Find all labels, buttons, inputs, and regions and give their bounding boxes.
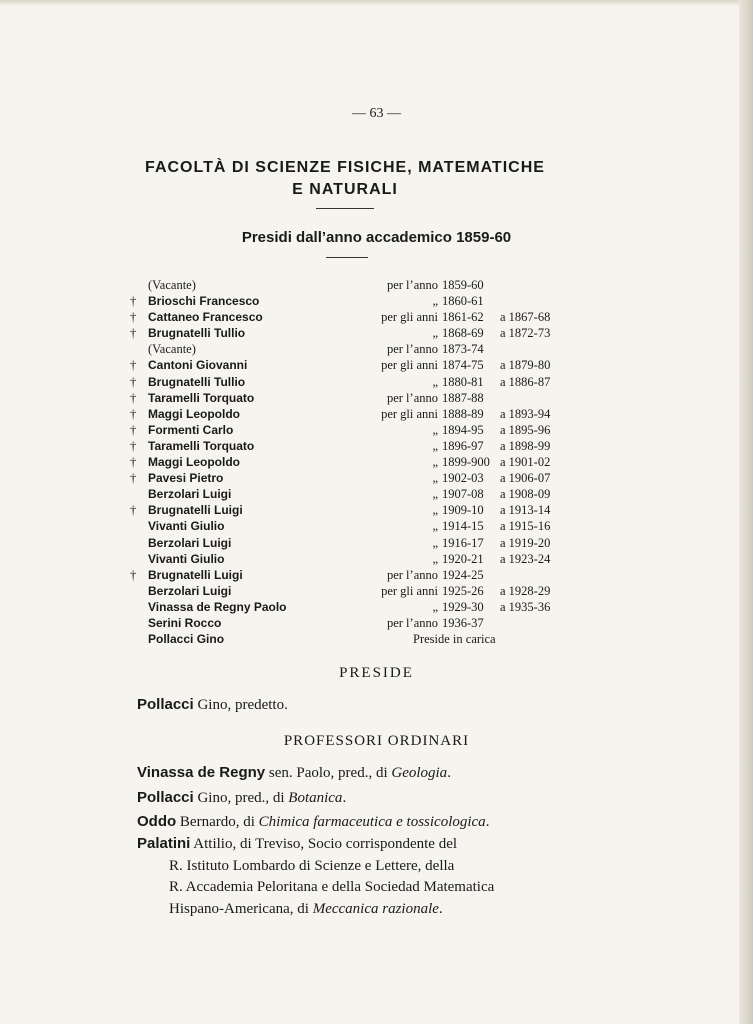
president-name: Serini Rocco (148, 615, 222, 630)
deceased-dagger: † (130, 358, 137, 373)
president-name: Brugnatelli Luigi (148, 503, 243, 518)
president-row (130, 486, 600, 502)
president-period-label: per gli anni (381, 583, 438, 598)
preside-detail: Gino, predetto. (193, 697, 288, 713)
deceased-dagger: † (130, 567, 137, 582)
faculty-title (120, 157, 570, 201)
subtitle-divider (326, 257, 368, 258)
president-year-to: a 1915-16 (500, 519, 551, 534)
deceased-dagger: † (130, 390, 137, 405)
deceased-dagger: † (130, 455, 137, 470)
deceased-dagger: † (130, 422, 137, 437)
president-status: Preside in carica (413, 632, 496, 647)
entry-period: . (447, 765, 451, 781)
president-year-from: 1868-69 (442, 326, 484, 341)
president-year-to: a 1923-24 (500, 551, 551, 566)
president-name: Berzolari Luigi (148, 583, 232, 598)
professor-field: Meccanica razionale (312, 900, 439, 917)
professor-surname: Palatini (137, 835, 191, 852)
president-year-from: 1925-26 (442, 583, 484, 598)
president-year-from: 1929-30 (442, 599, 484, 614)
professor-entry (137, 833, 577, 920)
president-row (130, 390, 600, 406)
deceased-dagger: † (130, 374, 137, 389)
professor-detail: Gino, pred., di (193, 790, 289, 806)
president-period-label: „ (432, 422, 438, 437)
president-name: Cantoni Giovanni (148, 358, 248, 373)
preside-entry (137, 694, 577, 717)
president-row (130, 454, 600, 470)
president-name: Vivanti Giulio (148, 519, 225, 534)
president-name: (Vacante) (148, 278, 196, 292)
deceased-dagger: † (130, 503, 137, 518)
professor-detail-prefix: Hispano-Americana, di (169, 900, 313, 917)
president-year-from: 1873-74 (442, 342, 484, 357)
presidents-subtitle: Presidi dall’anno accademico 1859-60 (241, 229, 512, 246)
president-row (130, 535, 600, 551)
president-period-label: per gli anni (381, 358, 438, 373)
professor-detail-cont: R. Accademia Peloritana e della Sociedad Matematica (169, 879, 495, 895)
president-year-from: 1896-97 (442, 438, 484, 453)
deceased-dagger: † (130, 294, 137, 309)
president-name: Cattaneo Francesco (148, 310, 263, 325)
president-year-from: 1936-37 (442, 615, 484, 630)
entry-period: . (438, 900, 443, 917)
president-name: Berzolari Luigi (148, 487, 232, 502)
president-year-to: a 1893-94 (500, 406, 551, 421)
president-year-to: a 1867-68 (500, 310, 551, 325)
president-row (130, 406, 600, 422)
professor-entry (137, 811, 577, 834)
president-year-to: a 1879-80 (500, 358, 551, 373)
president-name: Vinassa de Regny Paolo (148, 599, 287, 614)
page-binding-edge (739, 0, 753, 1024)
president-row (130, 551, 600, 567)
president-period-label: „ (432, 535, 438, 550)
president-period-label: „ (432, 326, 438, 341)
president-year-to: a 1906-07 (500, 471, 551, 486)
president-period-label: per l’anno (386, 390, 438, 405)
president-period-label: „ (432, 294, 438, 309)
faculty-title-line1: FACOLTÀ DI SCIENZE FISICHE, MATEMATICHE (145, 159, 545, 176)
professor-detail: Bernardo, di (176, 814, 259, 830)
president-year-from: 1920-21 (442, 551, 484, 566)
president-row (130, 615, 600, 631)
president-name: Brugnatelli Tullio (148, 326, 246, 341)
president-name: (Vacante) (148, 342, 196, 357)
president-name: Pavesi Pietro (148, 471, 224, 486)
president-year-from: 1914-15 (442, 519, 484, 534)
professori-heading: PROFESSORI ORDINARI (283, 733, 470, 749)
president-name: Brugnatelli Tullio (148, 374, 246, 389)
president-year-from: 1924-25 (442, 567, 484, 582)
president-year-to: a 1919-20 (500, 535, 551, 550)
president-year-to: a 1898-99 (500, 438, 551, 453)
president-year-to: a 1872-73 (500, 326, 551, 341)
president-period-label: per l’anno (386, 615, 438, 630)
professor-entry (137, 762, 577, 785)
president-name: Taramelli Torquato (148, 438, 255, 453)
preside-surname: Pollacci (137, 696, 194, 713)
president-row (130, 518, 600, 534)
president-name: Brioschi Francesco (148, 294, 260, 309)
president-row (130, 309, 600, 325)
president-year-from: 1874-75 (442, 358, 484, 373)
title-divider (316, 208, 374, 209)
president-row (130, 631, 600, 647)
president-name: Taramelli Torquato (148, 390, 255, 405)
president-row (130, 341, 600, 357)
president-period-label: per l’anno (386, 278, 438, 292)
president-year-to: a 1908-09 (500, 487, 551, 502)
president-row (130, 599, 600, 615)
president-name: Pollacci Gino (148, 632, 225, 647)
faculty-title-line2: E NATURALI (292, 181, 398, 198)
professor-surname: Oddo (137, 813, 177, 830)
president-year-from: 1916-17 (442, 535, 484, 550)
president-name: Formenti Carlo (148, 422, 234, 437)
entry-period: . (485, 814, 490, 830)
president-row (130, 374, 600, 390)
president-row (130, 357, 600, 373)
president-year-to: a 1913-14 (500, 503, 551, 518)
professor-detail-last (137, 899, 577, 921)
president-period-label: per l’anno (386, 567, 438, 582)
deceased-dagger: † (130, 471, 137, 486)
president-year-from: 1907-08 (442, 487, 484, 502)
president-year-from: 1880-81 (442, 374, 484, 389)
president-period-label: „ (432, 487, 438, 502)
president-year-from: 1861-62 (442, 310, 484, 325)
president-period-label: per l’anno (386, 342, 438, 357)
president-name: Brugnatelli Luigi (148, 567, 243, 582)
deceased-dagger: † (130, 326, 137, 341)
president-year-from: 1888-89 (442, 406, 484, 421)
professor-field: Geologia (391, 765, 448, 781)
president-year-from: 1894-95 (442, 422, 484, 437)
professor-field: Botanica (288, 790, 343, 806)
president-name: Vivanti Giulio (148, 551, 225, 566)
professor-field: Chimica farmaceutica e tossicologica (258, 814, 486, 830)
president-year-to: a 1895-96 (500, 422, 551, 437)
president-period-label: „ (432, 438, 438, 453)
president-period-label: „ (432, 551, 438, 566)
president-row (130, 325, 600, 341)
professor-surname: Vinassa de Regny (137, 764, 266, 781)
president-year-to: a 1928-29 (500, 583, 551, 598)
page-top-edge (0, 0, 753, 6)
president-period-label: „ (432, 455, 438, 470)
president-name: Maggi Leopoldo (148, 406, 240, 421)
president-year-from: 1909-10 (442, 503, 484, 518)
president-year-from: 1902-03 (442, 471, 484, 486)
president-period-label: per gli anni (381, 406, 438, 421)
president-row (130, 583, 600, 599)
president-year-to: a 1935-36 (500, 599, 551, 614)
page-number: — 63 — (352, 106, 401, 121)
deceased-dagger: † (130, 438, 137, 453)
president-period-label: per gli anni (381, 310, 438, 325)
presidents-list (130, 277, 600, 647)
professor-surname: Pollacci (137, 789, 194, 806)
president-period-label: „ (432, 519, 438, 534)
professor-detail: sen. Paolo, pred., di (265, 765, 392, 781)
deceased-dagger: † (130, 310, 137, 325)
president-row (130, 470, 600, 486)
professor-entry (137, 787, 577, 810)
president-row (130, 502, 600, 518)
president-year-from: 1899-900 (442, 455, 490, 470)
president-row (130, 293, 600, 309)
preside-heading: PRESIDE (339, 665, 414, 681)
president-year-to: a 1901-02 (500, 455, 551, 470)
president-row (130, 567, 600, 583)
president-name: Maggi Leopoldo (148, 455, 240, 470)
president-year-from: 1859-60 (442, 278, 484, 292)
professor-detail: Attilio, di Treviso, Socio corrispondente del (190, 836, 458, 852)
professor-detail-cont: R. Istituto Lombardo di Scienze e Lettere, della (169, 857, 455, 874)
entry-period: . (342, 790, 347, 806)
deceased-dagger: † (130, 406, 137, 421)
president-row (130, 277, 600, 293)
president-row (130, 422, 600, 438)
president-year-from: 1860-61 (442, 294, 484, 309)
president-year-to: a 1886-87 (500, 374, 551, 389)
president-year-from: 1887-88 (442, 390, 484, 405)
president-row (130, 438, 600, 454)
president-period-label: „ (432, 599, 438, 614)
president-period-label: „ (432, 503, 438, 518)
president-period-label: „ (432, 374, 438, 389)
president-period-label: „ (432, 471, 438, 486)
president-name: Berzolari Luigi (148, 535, 232, 550)
